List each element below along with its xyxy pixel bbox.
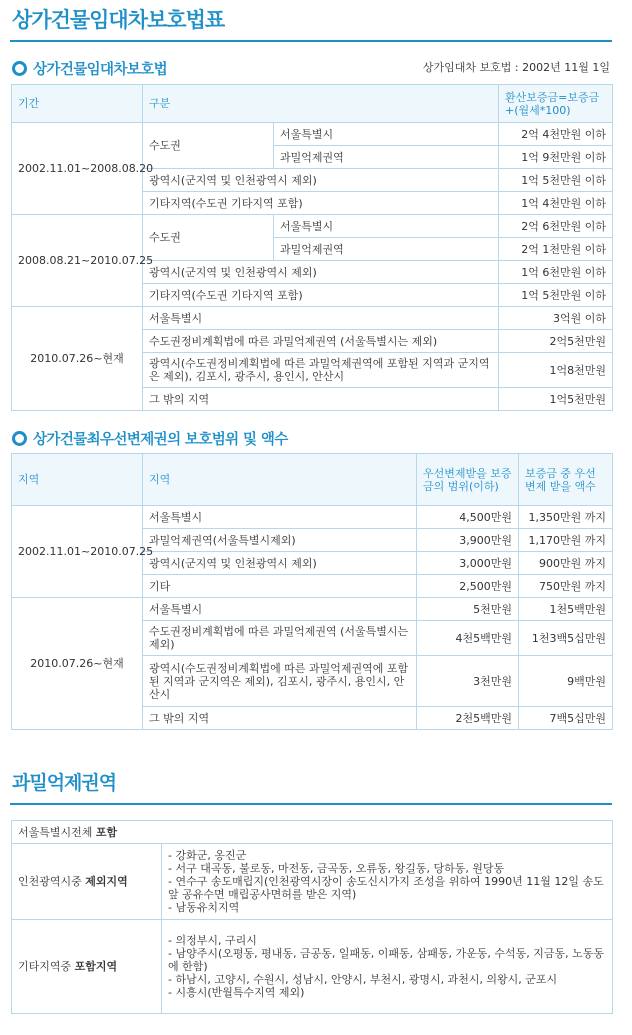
period-cell: 2010.07.26~현재 xyxy=(12,598,143,730)
overcrowding-zone-table xyxy=(11,820,613,1014)
title-divider xyxy=(10,40,612,42)
amount-cell: 1천3백5십만원 xyxy=(519,621,613,656)
period-cell: 2002.11.01~2010.07.25 xyxy=(12,506,143,598)
lease-protection-table xyxy=(11,84,613,411)
range-cell: 5천만원 xyxy=(417,598,519,621)
region-cell: 서울특별시 xyxy=(274,123,499,146)
header-region-detail: 지역 xyxy=(143,454,417,506)
incheon-label-cell xyxy=(12,844,162,920)
value-cell: 3억원 이하 xyxy=(499,307,613,330)
incheon-list-cell xyxy=(162,844,613,920)
region-cell: 그 밖의 지역 xyxy=(143,388,499,411)
region-cell: 광역시(군지역 및 인천광역시 제외) xyxy=(143,261,499,284)
region-cell: 서울특별시 xyxy=(274,215,499,238)
region-cell: 과밀억제권역 xyxy=(274,146,499,169)
circle-bullet-icon xyxy=(12,61,27,76)
amount-cell: 1,170만원 까지 xyxy=(519,529,613,552)
region-cell: 서울특별시 xyxy=(143,307,499,330)
amount-cell: 750만원 까지 xyxy=(519,575,613,598)
value-cell: 1억5천만원 xyxy=(499,388,613,411)
header-period: 기간 xyxy=(12,85,143,123)
period-cell: 2008.08.21~2010.07.25 xyxy=(12,215,143,307)
range-cell: 3,000만원 xyxy=(417,552,519,575)
region-cell: 광역시(수도권정비계획법에 따른 과밀억제권역에 포함된 지역과 군지역은 제외), 김포시, 광주시, 용인시, 안산시 xyxy=(143,353,499,388)
seoul-label: 서울특별시전체 xyxy=(18,825,96,839)
value-cell: 1억 5천만원 이하 xyxy=(499,169,613,192)
priority-repayment-table xyxy=(11,453,613,730)
value-cell: 1억 9천만원 이하 xyxy=(499,146,613,169)
section2-heading xyxy=(12,428,288,449)
seoul-status: 포함 xyxy=(95,825,118,839)
range-cell: 4,500만원 xyxy=(417,506,519,529)
period-cell: 2002.11.01~2008.08.20 xyxy=(12,123,143,215)
value-cell: 2억 4천만원 이하 xyxy=(499,123,613,146)
other-list-cell xyxy=(162,920,613,1014)
region-cell: 수도권정비계획법에 따른 과밀억제권역 (서울특별시는 제외) xyxy=(143,330,499,353)
region-cell: 수도권 xyxy=(143,215,274,261)
header-deposit-range: 우선변제받을 보증금의 범위(이하) xyxy=(417,454,519,506)
section1-title: 상가건물임대차보호법 xyxy=(33,62,168,78)
region-cell: 광역시(군지역 및 인천광역시 제외) xyxy=(143,169,499,192)
region-cell: 그 밖의 지역 xyxy=(143,707,417,730)
value-cell: 1억8천만원 xyxy=(499,353,613,388)
header-category: 구분 xyxy=(143,85,499,123)
amount-cell: 1천5백만원 xyxy=(519,598,613,621)
list-item: - 남양주시(오평동, 평내동, 금공동, 일패동, 이패동, 삼패동, 가운동, 수석동, 지금동, 노동동에 한함) xyxy=(168,947,604,973)
range-cell: 3,900만원 xyxy=(417,529,519,552)
value-cell: 2억 6천만원 이하 xyxy=(499,215,613,238)
value-cell: 1억 5천만원 이하 xyxy=(499,284,613,307)
section1-heading xyxy=(12,58,167,79)
other-label: 기타지역중 xyxy=(18,960,75,973)
circle-bullet-icon xyxy=(12,431,27,446)
value-cell: 2억5천만원 xyxy=(499,330,613,353)
region-cell: 수도권정비계획법에 따른 과밀억제권역 (서울특별시는 제외) xyxy=(143,621,417,656)
value-cell: 2억 1천만원 이하 xyxy=(499,238,613,261)
range-cell: 4천5백만원 xyxy=(417,621,519,656)
region-cell: 기타지역(수도권 기타지역 포함) xyxy=(143,192,499,215)
list-item: - 연수구 송도매립지(인천광역시장이 송도신시가지 조성을 위하여 1990년 11월 12일 송도앞 공유수면 매립공사면허를 받은 지역) xyxy=(168,875,604,901)
region-cell: 과밀억제권역(서울특별시제외) xyxy=(143,529,417,552)
amount-cell: 900만원 까지 xyxy=(519,552,613,575)
header-repay-amount: 보증금 중 우선변제 받을 액수 xyxy=(519,454,613,506)
page-title: 상가건물임대차보호법표 xyxy=(12,8,225,32)
region-cell: 광역시(군지역 및 인천광역시 제외) xyxy=(143,552,417,575)
value-cell: 1억 4천만원 이하 xyxy=(499,192,613,215)
period-cell: 2010.07.26~현재 xyxy=(12,307,143,411)
section3-divider xyxy=(10,803,612,805)
section2-title: 상가건물최우선변제권의 보호범위 및 액수 xyxy=(33,432,288,448)
seoul-inclusion-row xyxy=(12,821,613,844)
region-cell: 수도권 xyxy=(143,123,274,169)
other-status: 포함지역 xyxy=(74,960,118,973)
header-region: 지역 xyxy=(12,454,143,506)
range-cell: 2천5백만원 xyxy=(417,707,519,730)
list-item: - 시흥시(반월특수지역 제외) xyxy=(168,986,305,999)
list-item: - 남동유치지역 xyxy=(168,901,240,914)
amount-cell: 1,350만원 까지 xyxy=(519,506,613,529)
list-item: - 강화군, 옹진군 xyxy=(168,849,247,862)
incheon-label: 인천광역시중 xyxy=(18,875,86,888)
range-cell: 3천만원 xyxy=(417,656,519,707)
amount-cell: 9백만원 xyxy=(519,656,613,707)
incheon-status: 제외지역 xyxy=(85,875,128,888)
region-cell: 과밀억제권역 xyxy=(274,238,499,261)
region-cell: 서울특별시 xyxy=(143,506,417,529)
list-item: - 하남시, 고양시, 수원시, 성남시, 안양시, 부천시, 광명시, 과천시, 의왕시, 군포시 xyxy=(168,973,558,986)
other-included-list xyxy=(168,934,606,999)
law-date-note: 상가임대차 보호법 : 2002년 11월 1일 xyxy=(422,61,610,74)
amount-cell: 7백5십만원 xyxy=(519,707,613,730)
region-cell: 서울특별시 xyxy=(143,598,417,621)
incheon-excluded-list xyxy=(168,849,606,914)
section3-title: 과밀억제권역 xyxy=(12,772,117,794)
region-cell: 기타지역(수도권 기타지역 포함) xyxy=(143,284,499,307)
region-cell: 광역시(수도권정비계획법에 따른 과밀억제권역에 포함된 지역과 군지역은 제외), 김포시, 광주시, 용인시, 안산시 xyxy=(143,656,417,707)
range-cell: 2,500만원 xyxy=(417,575,519,598)
header-amount: 환산보증금=보증금+(월세*100) xyxy=(499,85,613,123)
other-label-cell xyxy=(12,920,162,1014)
region-cell: 기타 xyxy=(143,575,417,598)
list-item: - 서구 대곡동, 불로동, 마전동, 금곡동, 오류동, 왕길동, 당하동, 원당동 xyxy=(168,862,505,875)
list-item: - 의정부시, 구리시 xyxy=(168,934,257,947)
value-cell: 1억 6천만원 이하 xyxy=(499,261,613,284)
